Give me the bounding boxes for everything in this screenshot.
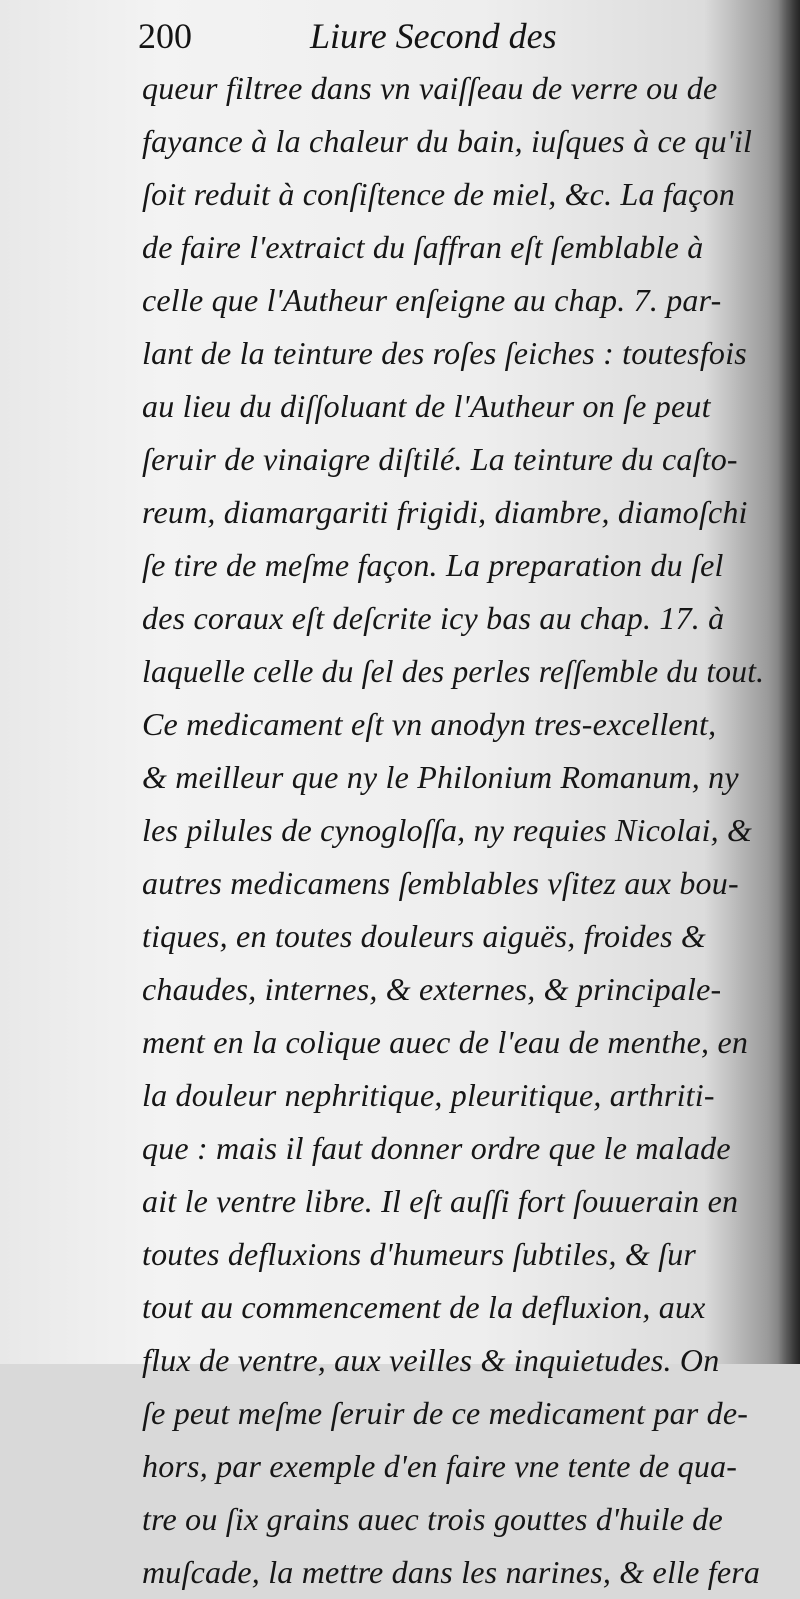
page-header xyxy=(138,14,778,58)
text-line: ſoit reduit à conſiſtence de miel, &c. La façon xyxy=(142,176,735,212)
text-line: flux de ventre, aux veilles & inquietudes. On xyxy=(142,1342,720,1378)
text-line: ment en la colique auec de l'eau de menthe, en xyxy=(142,1024,749,1060)
spine-shadow xyxy=(778,0,800,1364)
text-line: celle que l'Autheur enſeigne au chap. 7. par- xyxy=(142,282,722,318)
text-line: tre ou ſix grains auec trois gouttes d'huile de xyxy=(142,1501,723,1537)
text-line: lant de la teinture des roſes ſeiches : toutesfois xyxy=(142,335,747,371)
text-line: queur filtree dans vn vaiſſeau de verre ou de xyxy=(142,70,718,106)
text-line: laquelle celle du ſel des perles reſſemble du tout. xyxy=(142,654,765,689)
text-line: reum, diamargariti frigidi, diambre, diamoſchi xyxy=(142,494,748,530)
text-line: muſcade, la mettre dans les narines, & elle fera xyxy=(142,1554,761,1590)
text-line: ſeruir de vinaigre diſtilé. La teinture du caſto- xyxy=(142,441,738,477)
body-text xyxy=(142,62,772,1599)
text-line: de faire l'extraict du ſaffran eſt ſemblable à xyxy=(142,229,704,265)
text-line: ſe peut meſme ſeruir de ce medicament par de- xyxy=(142,1395,749,1431)
text-line: tout au commencement de la defluxion, aux xyxy=(142,1289,706,1325)
text-line: Ce medicament eſt vn anodyn tres-excellent, xyxy=(142,706,717,742)
text-line: les pilules de cynogloſſa, ny requies Nicolai, & xyxy=(142,812,753,848)
text-line: que : mais il faut donner ordre que le malade xyxy=(142,1130,731,1166)
text-line: hors, par exemple d'en faire vne tente de qua- xyxy=(142,1448,738,1484)
text-line: ſe tire de meſme façon. La preparation du ſel xyxy=(142,547,724,583)
text-line: tiques, en toutes douleurs aiguës, froides & xyxy=(142,918,707,954)
text-line: des coraux eſt deſcrite icy bas au chap. 17. à xyxy=(142,600,725,636)
text-line: toutes defluxions d'humeurs ſubtiles, & ſur xyxy=(142,1236,697,1272)
text-line: & meilleur que ny le Philonium Romanum, ny xyxy=(142,759,739,795)
text-line: au lieu du diſſoluant de l'Autheur on ſe peut xyxy=(142,388,711,424)
text-line: fayance à la chaleur du bain, iuſques à ce qu'il xyxy=(142,123,753,159)
page-number: 200 xyxy=(138,16,192,56)
text-line: ait le ventre libre. Il eſt auſſi fort ſouuerain en xyxy=(142,1183,739,1219)
running-head: Liure Second des xyxy=(310,16,557,56)
text-line: chaudes, internes, & externes, & principale- xyxy=(142,971,722,1007)
text-line: autres medicamens ſemblables vſitez aux bou- xyxy=(142,865,739,901)
text-line: la douleur nephritique, pleuritique, arthriti- xyxy=(142,1077,715,1113)
